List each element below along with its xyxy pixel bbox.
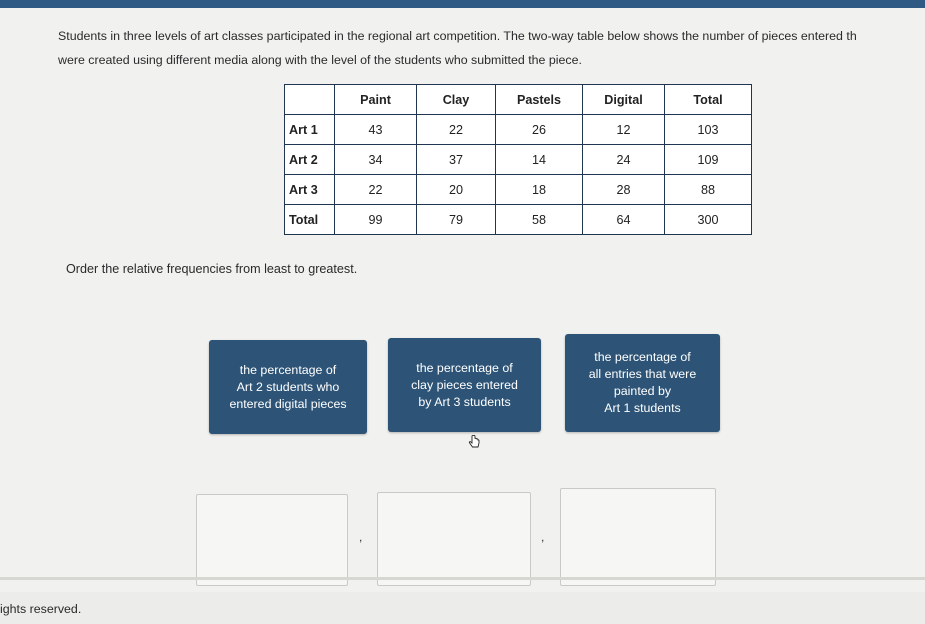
table-row [285,175,752,205]
table-header-blank [285,85,335,115]
table-cell: 24 [583,145,665,175]
table-cell: 28 [583,175,665,205]
table-cell: 22 [417,115,496,145]
table-row [285,205,752,235]
table-cell: 88 [665,175,752,205]
card-text-line: the percentage of [416,360,513,375]
table-header-digital: Digital [583,85,665,115]
card-text-line: Art 1 students [604,401,681,415]
table-cell: 26 [496,115,583,145]
table-row-label: Total [285,205,335,235]
table-cell: 43 [335,115,417,145]
table-header-paint: Paint [335,85,417,115]
copyright-text: ights reserved. [0,602,82,616]
card-text-line: the percentage of [239,362,337,377]
table-cell: 37 [417,145,496,175]
answer-slot-2[interactable] [377,492,531,586]
table-cell: 18 [496,175,583,205]
table-row-label: Art 3 [285,175,335,205]
footer-divider [0,577,925,580]
table-cell: 58 [496,205,583,235]
table-cell: 12 [583,115,665,145]
card-text-line: Art 2 students who [236,379,340,394]
footer-bar [0,592,925,624]
table-cell: 79 [417,205,496,235]
prompt-line-2: were created using different media along with the level of the students who submitted the piece. [58,53,582,67]
card-text-line: entered digital pieces [229,396,347,411]
top-banner [0,0,925,8]
table-row-label: Art 2 [285,145,335,175]
table-header-row [285,85,752,115]
answer-slot-3[interactable] [560,488,716,586]
prompt-line-1: Students in three levels of art classes participated in the regional art competition. The two-way table below shows the number of pieces entered th [58,29,857,43]
drag-card-art3-clay[interactable] [388,338,541,432]
table-cell: 22 [335,175,417,205]
card-text-line: all entries that were [588,367,697,381]
question-prompt [58,24,925,72]
instruction-text: Order the relative frequencies from least to greatest. [66,262,358,276]
table-header-total: Total [665,85,752,115]
answer-slot-1[interactable] [196,494,348,586]
table-cell: 34 [335,145,417,175]
table-cell: 20 [417,175,496,205]
table-cell: 103 [665,115,752,145]
table-cell: 99 [335,205,417,235]
table-cell: 64 [583,205,665,235]
card-text-line: clay pieces entered [411,377,518,392]
hand-cursor-icon [466,434,482,450]
table-cell: 14 [496,145,583,175]
drag-card-art2-digital[interactable] [209,340,367,434]
table-cell: 300 [665,205,752,235]
table-row-label: Art 1 [285,115,335,145]
slot-separator: , [359,530,363,544]
two-way-table [284,84,752,235]
table-row [285,115,752,145]
table-row [285,145,752,175]
card-text-line: painted by [613,384,672,398]
slot-separator: , [541,530,545,544]
table-header-clay: Clay [417,85,496,115]
drag-card-art1-paint[interactable] [565,334,720,432]
card-text-line: by Art 3 students [418,394,511,409]
table-header-pastels: Pastels [496,85,583,115]
card-text-line: the percentage of [594,350,691,364]
table-cell: 109 [665,145,752,175]
